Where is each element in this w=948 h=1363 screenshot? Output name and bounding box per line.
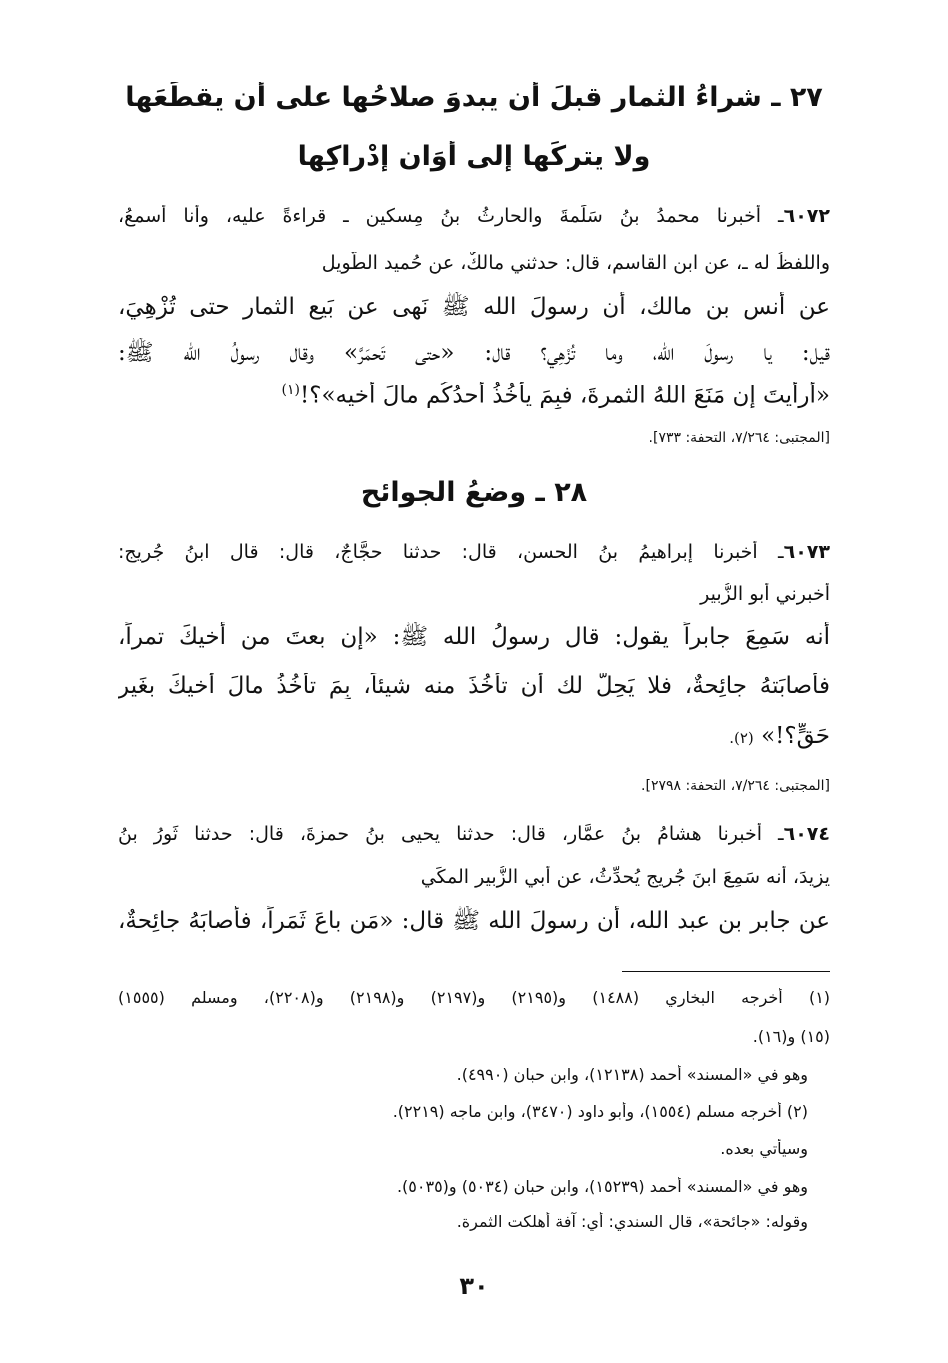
hadith-6073-isnad-line-1 xyxy=(118,541,830,563)
hadith-6072-matn-line-1: عن أنس بن مالك، أن رسولَ الله ﷺ نَهى عن بَيع الثمار حتى تُزْهِيَ، xyxy=(118,294,830,320)
hadith-6072-matn-line-3 xyxy=(118,382,830,409)
hadith-6072-isnad-line-1 xyxy=(118,205,830,227)
hadith-6073-isnad-text-1: ـ أخبرنا إبراهيمُ بنُ الحسن، قال: حدثنا حجَّاجٌ، قال: قال ابنُ جُريج: xyxy=(118,541,784,563)
footnote-1-line-1: (١) أخرجه البخاري (١٤٨٨) و(٢١٩٥) و(٢١٩٧) و(٢١٩٨) و(٢٢٠٨)، ومسلم (١٥٥٥) xyxy=(118,988,830,1007)
hadith-6074-isnad-line-2: يزيدَ، أنه سَمِعَ ابنَ جُريج يُحدِّثُ، عن أبي الزُّبير المكِّي xyxy=(420,866,830,888)
hadith-6073-matn-text-3: حَقٍّ؟!» xyxy=(761,723,830,749)
hadith-6072-isnad-line-2: واللفظُ له ـ، عن ابن القاسم، قال: حدثني مالكٌ، عن حُميد الطَّويل xyxy=(321,252,830,274)
chapter-28-title: ٢٨ ـ وضعُ الجوائح xyxy=(360,477,588,508)
footnote-2-line-1: (٢) أخرجه مسلم (١٥٥٤)، وأبو داود (٣٤٧٠)، وابن ماجه (٢٢١٩). xyxy=(392,1102,808,1121)
hadith-6073-matn-line-3 xyxy=(118,723,830,749)
hadith-6074-isnad-line-1 xyxy=(118,823,830,845)
hadith-6072-isnad-text-1: ـ أخبرنا محمدُ بنُ سَلَمةَ والحارثُ بنُ مِسكين ـ قراءةً عليه، وأنا أسمعُ، xyxy=(118,205,784,227)
hadith-6074-isnad-text-1: ـ أخبرنا هشامُ بنُ عمَّار، قال: حدثنا يحيى بنُ حمزةَ، قال: حدثنا ثَورُ بنُ xyxy=(118,823,784,845)
hadith-6072-number: ٦٠٧٢ xyxy=(783,205,830,227)
page-number: ٣٠ xyxy=(459,1272,489,1300)
hadith-6072-matn-line-2: قيل: يا رسولَ الله، وما تُزْهِي؟ قال: «حتى تَحمَرَّ» وقال رسولُ الله ﷺ: xyxy=(118,340,830,366)
hadith-6073-isnad-line-2: أخبرني أبو الزُّبير xyxy=(700,583,830,605)
footnote-1-line-3: وهو في «المسند» أحمد (١٢١٣٨)، وابن حبان (٤٩٩٠). xyxy=(456,1065,808,1084)
hadith-6073-number: ٦٠٧٣ xyxy=(783,541,830,563)
footnote-2-line-3: وهو في «المسند» أحمد (١٥٢٣٩)، وابن حبان (٥٠٣٤) و(٥٠٣٥). xyxy=(396,1177,808,1196)
hadith-6072-footnote-marker: (١) xyxy=(281,382,300,398)
chapter-27-title-line-1: ٢٧ ـ شراءُ الثمار قبلَ أن يبدوَ صلاحُها على أن يقطَعَها xyxy=(125,82,823,113)
hadith-6074-matn-line-1: عن جابر بن عبد الله، أن رسولَ الله ﷺ قال: «مَن باعَ ثَمَراً، فأصابَهُ جائِحةٌ، xyxy=(118,908,830,934)
hadith-6073-footnote-marker: (٢). xyxy=(729,729,754,747)
hadith-6072-reference: [المجتبى: ٧/٢٦٤، التحفة: ٧٣٣]. xyxy=(648,430,830,446)
chapter-27-title-line-2: ولا يتركَها إلى أوَان إدْراكِها xyxy=(297,141,651,172)
footnote-separator xyxy=(622,971,830,972)
hadith-6074-number: ٦٠٧٤ xyxy=(783,823,830,845)
footnote-1-line-2: (١٥) و(١٦). xyxy=(752,1027,830,1046)
hadith-6072-matn-text-3: «أرأيتَ إن مَنَعَ اللهُ الثمرةَ، فبِمَ يأخُذُ أحدُكُم مالَ أخيه»؟! xyxy=(300,382,830,409)
footnote-2-line-2: وسيأتي بعده. xyxy=(720,1139,808,1158)
hadith-6073-matn-line-2: فأصابَتهُ جائِحةٌ، فلا يَحِلُّ لك أن تأخُذَ منه شيئاً، بِمَ تأخُذُ مالَ أخيكَ بغَير xyxy=(118,673,830,699)
footnote-2-line-4: وقوله: «جائحة»، قال السندي: أي: آفة أهلكت الثمرة. xyxy=(456,1212,808,1231)
hadith-6073-reference: [المجتبى: ٧/٢٦٤، التحفة: ٢٧٩٨]. xyxy=(641,778,830,794)
hadith-6073-matn-line-1: أنه سَمِعَ جابراً يقول: قال رسولُ الله ﷺ: «إن بعتَ من أخيكَ تمراً، xyxy=(118,624,830,650)
